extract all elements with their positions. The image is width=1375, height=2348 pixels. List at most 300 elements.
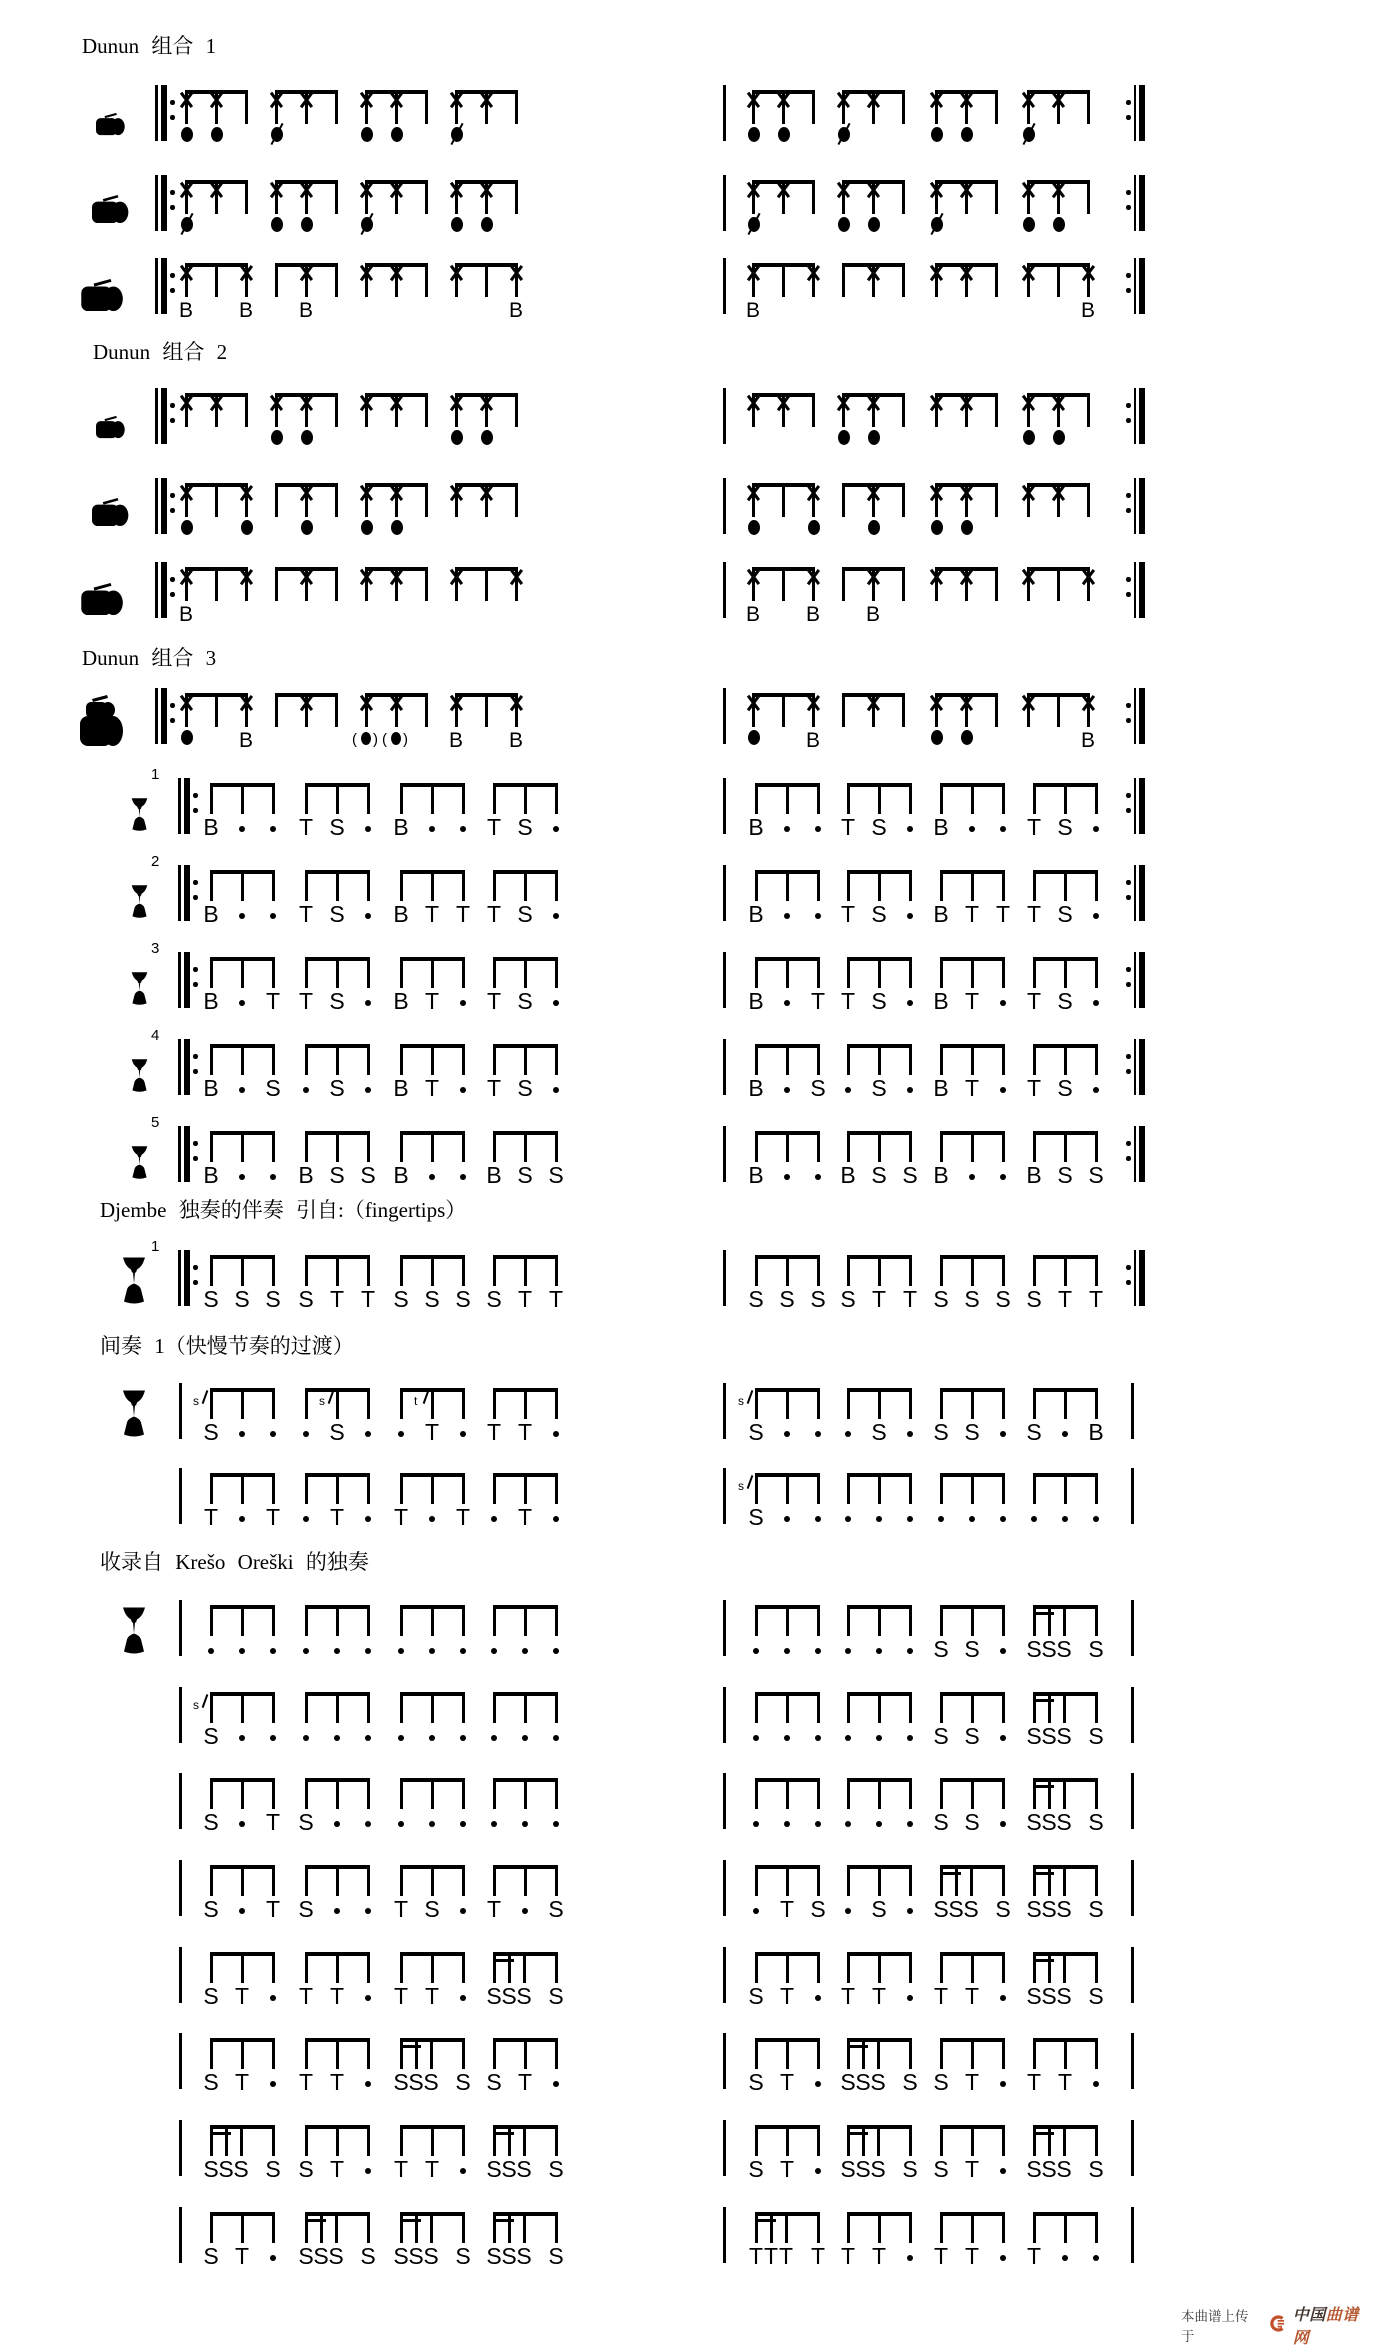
stem <box>755 1255 758 1286</box>
rest-dot <box>460 1995 466 2001</box>
repeat-dot <box>170 288 175 293</box>
rest-dot <box>907 1995 913 2001</box>
stem <box>272 957 275 988</box>
beat-group <box>842 567 908 631</box>
mid-barline <box>723 1250 726 1306</box>
note-letter: S <box>933 1723 949 1749</box>
stem <box>215 483 218 517</box>
rest-dot <box>1093 1000 1099 1006</box>
beat-group <box>486 957 559 1021</box>
repeat-start-thick <box>161 85 167 141</box>
x-notehead <box>179 92 195 108</box>
stem <box>1002 1388 1005 1419</box>
stem <box>1064 1473 1067 1504</box>
stem <box>1048 1865 1051 1896</box>
note-letter: T <box>840 814 856 840</box>
rest-dot <box>553 1648 559 1654</box>
x-notehead <box>389 182 405 198</box>
stem <box>755 1131 758 1162</box>
x-notehead <box>179 182 195 198</box>
stem <box>862 2038 865 2069</box>
stem <box>272 1778 275 1809</box>
x-notehead <box>1081 569 1097 585</box>
note-letter: S <box>902 2156 918 2182</box>
stem <box>493 957 496 988</box>
x-notehead <box>776 92 792 108</box>
grace-note: s <box>193 1698 199 1712</box>
stem <box>431 1778 434 1809</box>
rest-dot <box>815 1648 821 1654</box>
note-letter: S <box>548 2243 564 2269</box>
stem <box>842 567 845 601</box>
note-letter: B <box>393 814 409 840</box>
beat-group <box>393 1952 466 2016</box>
beat-group <box>298 783 371 847</box>
stem <box>210 2125 213 2156</box>
x-notehead <box>959 485 975 501</box>
note-letter: T <box>810 988 826 1014</box>
stem <box>524 870 527 901</box>
stem <box>272 1255 275 1286</box>
x-notehead <box>299 485 315 501</box>
stem <box>971 1255 974 1286</box>
repeat-end-thin <box>1134 952 1137 1008</box>
dunun-medium-icon <box>92 497 130 527</box>
x-notehead <box>1081 695 1097 711</box>
stem <box>755 2212 758 2243</box>
stem <box>878 1692 881 1723</box>
note-letter: T <box>329 2156 345 2182</box>
stem <box>755 2125 758 2156</box>
stem <box>430 2038 433 2069</box>
stem <box>215 693 218 727</box>
stem <box>400 1255 403 1286</box>
stem <box>305 2038 308 2069</box>
beat-group <box>203 2212 276 2276</box>
stem <box>241 1952 244 1983</box>
mid-barline <box>723 478 726 534</box>
stem <box>336 1778 339 1809</box>
rest-dot <box>553 1516 559 1522</box>
rest-dot <box>522 1908 528 1914</box>
note-letter: T <box>1026 901 1042 927</box>
beam-hook <box>812 90 815 124</box>
stem <box>1033 870 1036 901</box>
stem <box>786 1692 789 1723</box>
repeat-dot <box>170 508 175 513</box>
note-letter: T <box>1026 814 1042 840</box>
note-letter: S <box>1026 1896 1042 1922</box>
beat-group <box>393 870 471 934</box>
end-barline <box>1131 1600 1134 1656</box>
stem <box>336 783 339 814</box>
rest-dot <box>553 1431 559 1437</box>
beat-group <box>455 567 521 631</box>
note-letter: S <box>360 2243 376 2269</box>
x-notehead <box>776 395 792 411</box>
repeat-dot <box>1126 1141 1131 1146</box>
rest-dot <box>208 1648 214 1654</box>
stem <box>431 1952 434 1983</box>
note-letter: S <box>393 2243 409 2269</box>
stem <box>878 2212 881 2243</box>
beat-group <box>933 1255 1011 1319</box>
x-notehead <box>389 695 405 711</box>
beat-group <box>752 483 818 547</box>
rest-dot <box>553 1000 559 1006</box>
repeat-start-thick <box>161 388 167 444</box>
stem <box>462 2125 465 2156</box>
note-letter: S <box>486 2156 502 2182</box>
stem <box>755 1865 758 1896</box>
stem <box>786 1952 789 1983</box>
note-letter: T <box>329 1504 345 1530</box>
bass-letter: B <box>238 299 253 322</box>
beat-group <box>203 957 281 1021</box>
stem <box>241 1692 244 1723</box>
stem <box>878 783 881 814</box>
stem <box>940 1473 943 1504</box>
stem <box>336 2125 339 2156</box>
repeat-dot <box>1126 592 1131 597</box>
stem <box>400 1131 403 1162</box>
beat-group <box>486 1131 564 1195</box>
rest-dot <box>907 1735 913 1741</box>
note-letter: B <box>748 814 764 840</box>
beat-group <box>393 1044 466 1108</box>
note-letter: S <box>517 1075 533 1101</box>
stem <box>817 2212 820 2243</box>
beat-group <box>178 263 253 327</box>
bass-note-dot <box>748 520 760 535</box>
beam-hook <box>995 263 998 297</box>
x-notehead <box>179 695 195 711</box>
rest-dot <box>553 1087 559 1093</box>
stem <box>305 1255 308 1286</box>
rest-dot <box>239 1174 245 1180</box>
stem <box>940 1388 943 1419</box>
stem <box>1033 1131 1036 1162</box>
x-notehead <box>449 695 465 711</box>
rest-dot <box>815 1821 821 1827</box>
stem <box>524 783 527 814</box>
stem <box>493 870 496 901</box>
note-letter: S <box>1056 1896 1072 1922</box>
note-letter: S <box>1041 1636 1057 1662</box>
beat-group <box>493 1692 559 1756</box>
stem <box>817 957 820 988</box>
beat-group <box>847 1388 913 1452</box>
note-letter: T <box>763 2243 779 2269</box>
x-notehead <box>1081 265 1097 281</box>
section-title: Dunun 组合 2 <box>93 340 228 364</box>
dunun-medium-icon <box>92 194 130 224</box>
rest-dot <box>815 1174 821 1180</box>
stem <box>524 1255 527 1286</box>
repeat-dot <box>170 273 175 278</box>
stem <box>367 1778 370 1809</box>
beat-group <box>847 1778 913 1842</box>
beam-hook <box>1087 180 1090 214</box>
beat-group <box>185 393 251 457</box>
stem <box>400 870 403 901</box>
stem <box>1063 1605 1066 1636</box>
rest-dot <box>334 1908 340 1914</box>
x-notehead <box>359 182 375 198</box>
rest-dot <box>815 1995 821 2001</box>
rest-dot <box>1062 2255 1068 2261</box>
stem <box>400 1865 403 1896</box>
beat-group <box>298 2125 371 2189</box>
stem <box>909 1952 912 1983</box>
x-notehead <box>479 485 495 501</box>
rest-dot <box>270 2081 276 2087</box>
staff-number: 5 <box>151 1114 160 1131</box>
stem <box>305 1692 308 1723</box>
beat-group <box>393 1473 471 1537</box>
note-letter: T <box>964 2156 980 2182</box>
x-notehead <box>929 485 945 501</box>
note-letter: S <box>501 2156 517 2182</box>
x-notehead <box>359 695 375 711</box>
stem <box>336 1131 339 1162</box>
stem <box>555 957 558 988</box>
djembe-large-icon <box>122 1390 146 1437</box>
beat-group <box>393 2038 471 2102</box>
staff-row <box>0 1448 1375 1556</box>
beat-group <box>298 1255 376 1319</box>
rest-dot <box>1000 1087 1006 1093</box>
stem <box>210 2038 213 2069</box>
stem <box>508 2212 511 2243</box>
x-notehead <box>299 92 315 108</box>
stem <box>1095 2212 1098 2243</box>
beat-group <box>755 1865 826 1929</box>
stem <box>400 957 403 988</box>
repeat-dot <box>1126 982 1131 987</box>
stem <box>431 1473 434 1504</box>
repeat-start-thin <box>178 865 181 921</box>
repeat-dot <box>193 982 198 987</box>
repeat-dot <box>170 418 175 423</box>
rest-dot <box>460 1821 466 1827</box>
beat-group <box>275 263 341 327</box>
mid-barline <box>723 778 726 834</box>
note-letter: S <box>516 2156 532 2182</box>
stem <box>940 1778 943 1809</box>
bass-note-dot <box>361 520 373 535</box>
note-letter: S <box>871 1896 887 1922</box>
stem <box>940 2125 943 2156</box>
rest-dot <box>429 1648 435 1654</box>
djembe-small-icon <box>131 1057 148 1094</box>
stem <box>770 2212 773 2243</box>
staff-number: 4 <box>151 1027 160 1044</box>
stem <box>367 783 370 814</box>
sixteenth-beam <box>1033 1612 1054 1615</box>
repeat-dot <box>1126 115 1131 120</box>
stem <box>225 2125 228 2156</box>
bass-note-dot <box>301 430 313 445</box>
x-notehead <box>746 695 762 711</box>
stem <box>210 1605 213 1636</box>
grace-flag <box>423 1390 429 1404</box>
start-barline <box>179 1687 182 1743</box>
rest-dot <box>365 1995 371 2001</box>
stem <box>940 870 943 901</box>
stem <box>485 693 488 727</box>
repeat-end-thick <box>1139 478 1145 534</box>
beat-group <box>933 1952 1006 2016</box>
note-letter: S <box>329 814 345 840</box>
rest-dot <box>907 826 913 832</box>
stem <box>431 1605 434 1636</box>
beat-group <box>755 1692 821 1756</box>
rest-dot <box>1000 2168 1006 2174</box>
stem <box>275 483 278 517</box>
beat-group <box>935 483 1001 547</box>
x-notehead <box>359 265 375 281</box>
stem <box>1002 2125 1005 2156</box>
stem <box>431 1692 434 1723</box>
note-letter: S <box>870 2156 886 2182</box>
repeat-dot <box>193 880 198 885</box>
stem <box>305 1605 308 1636</box>
repeat-dot <box>170 703 175 708</box>
stem <box>940 1605 943 1636</box>
stem <box>940 1044 943 1075</box>
x-notehead <box>836 395 852 411</box>
x-notehead <box>239 695 255 711</box>
grace-flag <box>202 1390 208 1404</box>
note-letter: T <box>424 1983 440 2009</box>
note-letter: S <box>517 901 533 927</box>
beat-group <box>203 1865 281 1929</box>
beat-group <box>840 2125 918 2189</box>
note-letter: B <box>203 1075 219 1101</box>
note-letter: T <box>360 1286 376 1312</box>
stem <box>940 2038 943 2069</box>
x-notehead <box>929 569 945 585</box>
beat-group <box>748 2038 821 2102</box>
x-notehead <box>389 485 405 501</box>
x-notehead <box>509 265 525 281</box>
stem <box>272 1865 275 1896</box>
rest-dot <box>491 1735 497 1741</box>
stem <box>1048 1692 1051 1723</box>
note-letter: T <box>871 1286 887 1312</box>
rest-dot <box>969 826 975 832</box>
note-letter: S <box>1088 1983 1104 2009</box>
note-letter: T <box>393 1983 409 2009</box>
repeat-dot <box>1126 288 1131 293</box>
end-barline <box>1131 1383 1134 1439</box>
x-notehead <box>866 485 882 501</box>
beat-group <box>840 2038 918 2102</box>
repeat-end-thick <box>1139 778 1145 834</box>
note-letter: S <box>964 1636 980 1662</box>
repeat-start-thick <box>184 778 190 834</box>
stem <box>493 1865 496 1896</box>
note-letter: S <box>933 1286 949 1312</box>
stem <box>431 1865 434 1896</box>
note-letter: T <box>424 988 440 1014</box>
note-letter: T <box>1057 1286 1073 1312</box>
section-title: Djembe 独奏的伴奏 引自:（fingertips） <box>100 1198 467 1222</box>
rest-dot <box>429 1516 435 1522</box>
stem <box>847 957 850 988</box>
note-letter: S <box>360 1162 376 1188</box>
stem <box>215 567 218 601</box>
repeat-start-thin <box>155 388 158 444</box>
note-letter: S <box>265 1286 281 1312</box>
stem <box>1002 1473 1005 1504</box>
repeat-end-thin <box>1134 85 1137 141</box>
stem <box>971 1692 974 1723</box>
x-notehead <box>836 92 852 108</box>
beam-hook <box>995 90 998 124</box>
repeat-start-thick <box>161 478 167 534</box>
note-letter: S <box>748 1504 764 1530</box>
x-notehead <box>959 182 975 198</box>
beam-hook <box>902 393 905 427</box>
rest-dot <box>460 1648 466 1654</box>
x-notehead <box>806 695 822 711</box>
rest-dot <box>303 1516 309 1522</box>
rest-dot <box>460 1431 466 1437</box>
stem <box>241 1778 244 1809</box>
x-notehead <box>866 569 882 585</box>
note-letter: T <box>424 1419 440 1445</box>
stem <box>1002 2038 1005 2069</box>
repeat-start-thin <box>178 1126 181 1182</box>
stem <box>786 1131 789 1162</box>
stem <box>1002 1692 1005 1723</box>
mid-barline <box>723 952 726 1008</box>
beat-group <box>275 483 341 547</box>
note-letter: S <box>1041 1809 1057 1835</box>
repeat-end-thin <box>1134 258 1137 314</box>
beat-group <box>840 783 913 847</box>
stem <box>335 2212 338 2243</box>
note-letter: B <box>840 1162 856 1188</box>
stem <box>878 1044 881 1075</box>
repeat-dot <box>170 493 175 498</box>
note-letter: T <box>1026 988 1042 1014</box>
stem <box>272 783 275 814</box>
stem <box>305 783 308 814</box>
bass-note-dot <box>961 730 973 745</box>
stem <box>508 2125 511 2156</box>
beat-group <box>455 263 521 327</box>
bass-note-dot <box>961 520 973 535</box>
note-letter: S <box>517 988 533 1014</box>
stem <box>1064 1044 1067 1075</box>
stem <box>909 2038 912 2069</box>
repeat-start-thick <box>184 1039 190 1095</box>
repeat-start-thick <box>161 175 167 231</box>
note-letter: S <box>1026 1636 1042 1662</box>
beat-group <box>935 693 1001 757</box>
stem <box>336 1044 339 1075</box>
stem <box>817 1255 820 1286</box>
stem <box>786 2038 789 2069</box>
beat-group <box>1026 1388 1104 1452</box>
stem <box>555 1044 558 1075</box>
bass-note-dot <box>1023 217 1035 232</box>
note-letter: B <box>1088 1419 1104 1445</box>
stem <box>555 1473 558 1504</box>
